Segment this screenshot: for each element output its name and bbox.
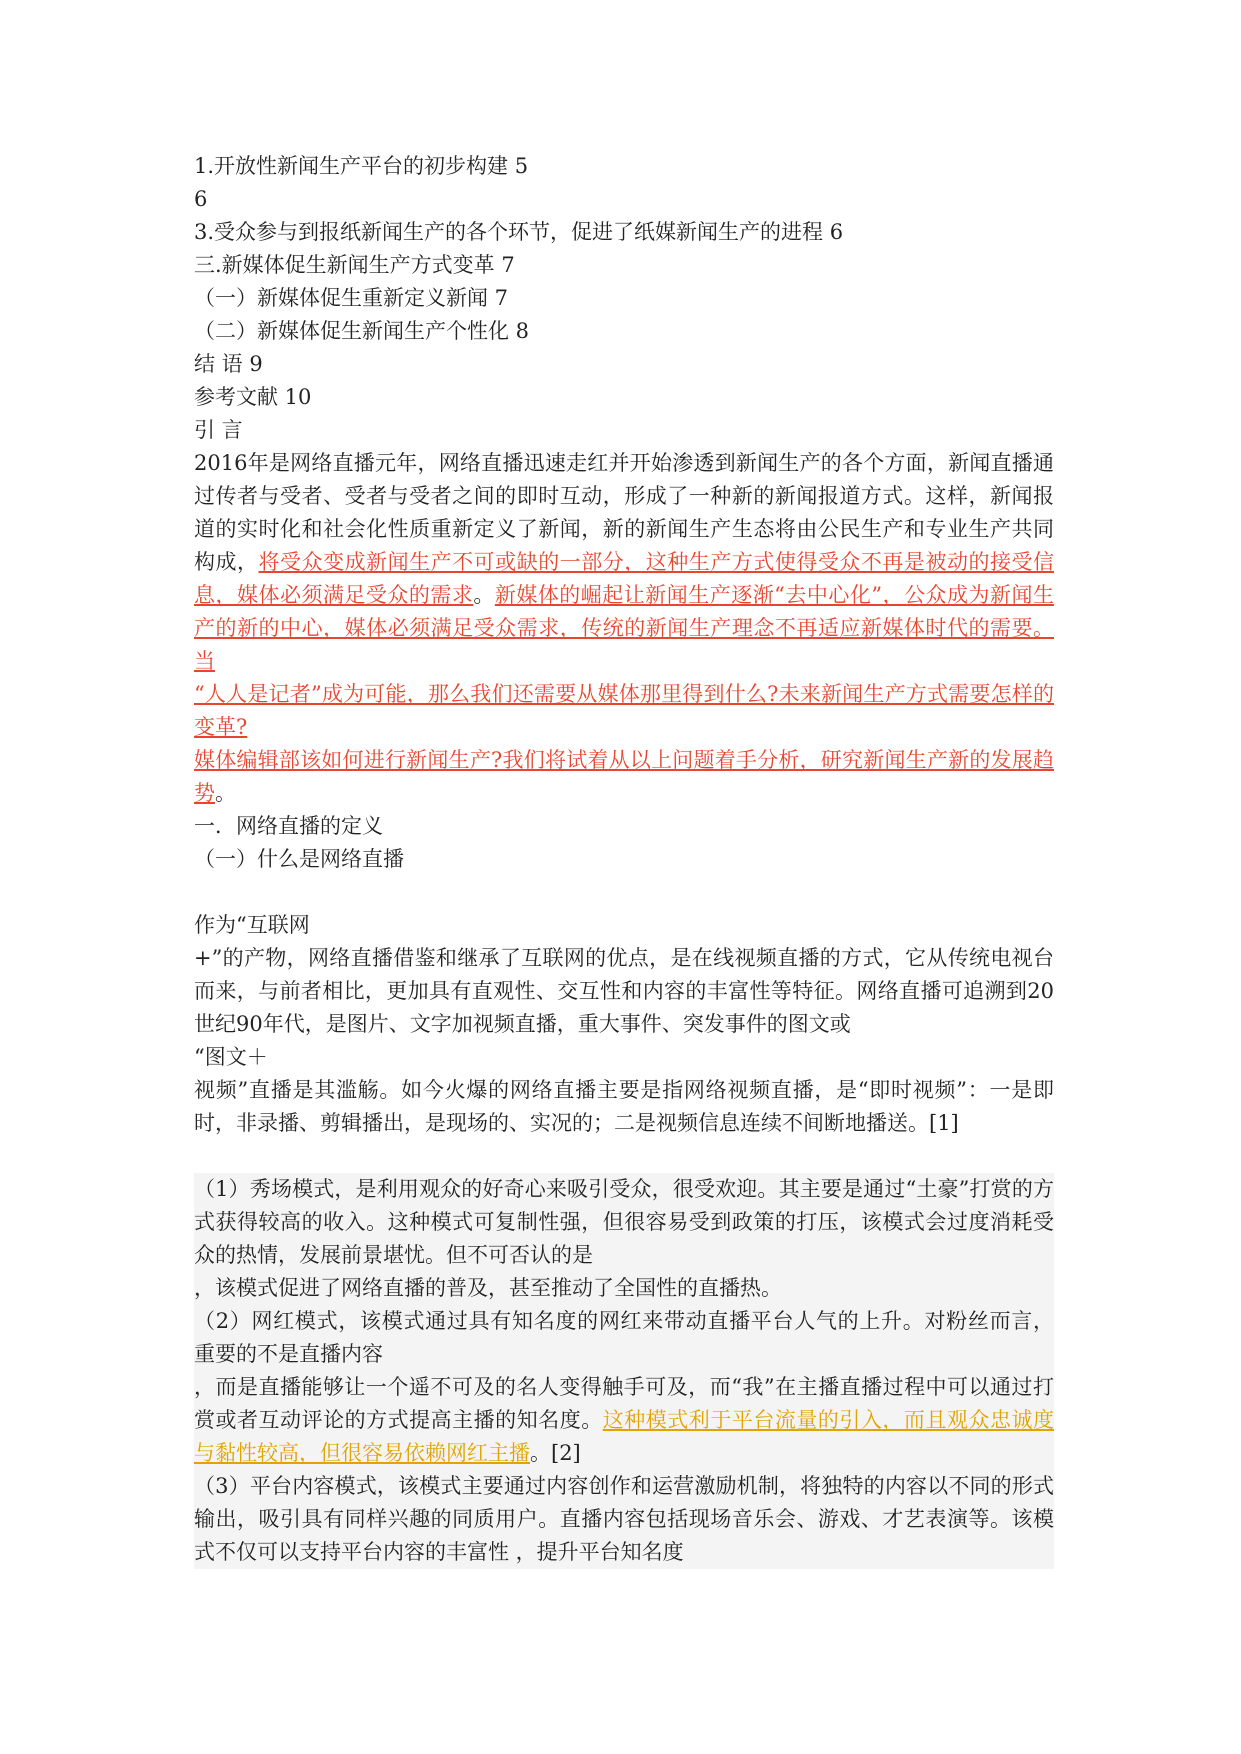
mode-paragraph: （1）秀场模式，是利用观众的好奇心来吸引受众，很受欢迎。其主要是通过“土豪”打赏的方式获得较高的收入。这种模式可复制性强，但很容易受到政策的打压，该模式会过度消耗受众的热情，发展前景堪忧。但不可否认的是 bbox=[194, 1173, 1054, 1272]
mode-paragraph: （2）网红模式，该模式通过具有知名度的网红来带动直播平台人气的上升。对粉丝而言， 重要的不是直播内容 bbox=[194, 1305, 1054, 1371]
toc-item: 参考文献 10 bbox=[194, 385, 312, 409]
definition-line: “图文＋ bbox=[194, 1045, 268, 1069]
citation: 。[2] bbox=[530, 1441, 581, 1465]
highlighted-text: 媒体编辑部该如何进行新闻生产?我们将试着从以上问题着手分析，研究新闻生产新的发展趋势 bbox=[194, 748, 1054, 805]
highlighted-text: 新媒体的崛起让新闻生产逐渐“去中心化”，公众成为新闻生产的新的中心，媒体必须满足受众需求，传统的新闻生产理念不再适应新媒体时代的需要。当 bbox=[194, 583, 1054, 673]
punctuation: 。 bbox=[215, 781, 236, 805]
definition-paragraph: 视频”直播是其滥觞。如今火爆的网络直播主要是指网络视频直播，是“即时视频”：一是即时，非录播、剪辑播出，是现场的、实况的；二是视频信息连续不间断地播送。[1] bbox=[194, 1078, 1054, 1135]
highlighted-text: 这种模式利于平台流量的引入，而且观众忠诚度与黏性较高，但很容易依赖网红主播 bbox=[194, 1408, 1055, 1465]
highlighted-text: 将受众变成新闻生产不可或缺的一部分，这种生产方式使得受众不再是被动的接受信息，媒体必须满足受众的需求 bbox=[194, 550, 1055, 607]
intro-question-paragraph bbox=[194, 678, 1054, 744]
definition-paragraph: +”的产物，网络直播借鉴和继承了互联网的优点，是在线视频直播的方式，它从传统电视台而来，与前者相比，更加具有直观性、交互性和内容的丰富性等特征。网络直播可追溯到20世纪90年代，是图片、文字加视频直播，重大事件、突发事件的图文或 bbox=[194, 946, 1054, 1036]
blank-line bbox=[194, 1140, 1054, 1173]
intro-paragraph bbox=[194, 447, 1054, 678]
intro-closing-paragraph bbox=[194, 744, 1054, 810]
punctuation: 。 bbox=[473, 583, 495, 607]
mode-paragraph bbox=[194, 1371, 1054, 1470]
definition-line: 作为“互联网 bbox=[194, 913, 310, 937]
toc-item: （二）新媒体促生新闻生产个性化 8 bbox=[194, 319, 530, 343]
toc-item: 三.新媒体促生新闻生产方式变革 7 bbox=[194, 253, 515, 277]
toc-item: 6 bbox=[194, 187, 208, 211]
highlighted-text: “人人是记者”成为可能，那么我们还需要从媒体那里得到什么?未来新闻生产方式需要怎样的变革? bbox=[194, 682, 1054, 739]
toc-item: 3.受众参与到报纸新闻生产的各个环节，促进了纸媒新闻生产的进程 6 bbox=[194, 220, 844, 244]
toc-item: 1.开放性新闻生产平台的初步构建 5 bbox=[194, 154, 529, 178]
mode-text: ，而是直播能够让一个遥不可及的名人变得触手可及，而“我”在主播直播过程中可以通过打赏或者互动评论的方式提高主播的知名度。 bbox=[194, 1375, 1054, 1432]
toc-item: （一）新媒体促生重新定义新闻 7 bbox=[194, 286, 509, 310]
intro-text: 2016年是网络直播元年，网络直播迅速走红并开始渗透到新闻生产的各个方面，新闻直播通过传者与受者、受者与受者之间的即时互动，形成了一种新的新闻报道方式。这样，新闻报道的实时化和社会化性质重新定义了新闻，新的新闻生产生态将由公民生产和专业生产共同构成， bbox=[194, 451, 1054, 574]
section-heading: 一．网络直播的定义 bbox=[194, 814, 383, 838]
subsection-heading: （一）什么是网络直播 bbox=[194, 847, 404, 871]
blank-line bbox=[194, 876, 1054, 909]
document-page bbox=[194, 150, 1054, 1569]
mode-paragraph: （3）平台内容模式，该模式主要通过内容创作和运营激励机制，将独特的内容以不同的形式输出，吸引具有同样兴趣的同质用户。直播内容包括现场音乐会、游戏、才艺表演等。该模式不仅可以支持平台内容的丰富性 ，提升平台知名度 bbox=[194, 1470, 1054, 1569]
mode-paragraph: ，该模式促进了网络直播的普及，甚至推动了全国性的直播热。 bbox=[194, 1272, 1054, 1305]
intro-heading: 引 言 bbox=[194, 418, 243, 442]
toc-item: 结 语 9 bbox=[194, 352, 263, 376]
